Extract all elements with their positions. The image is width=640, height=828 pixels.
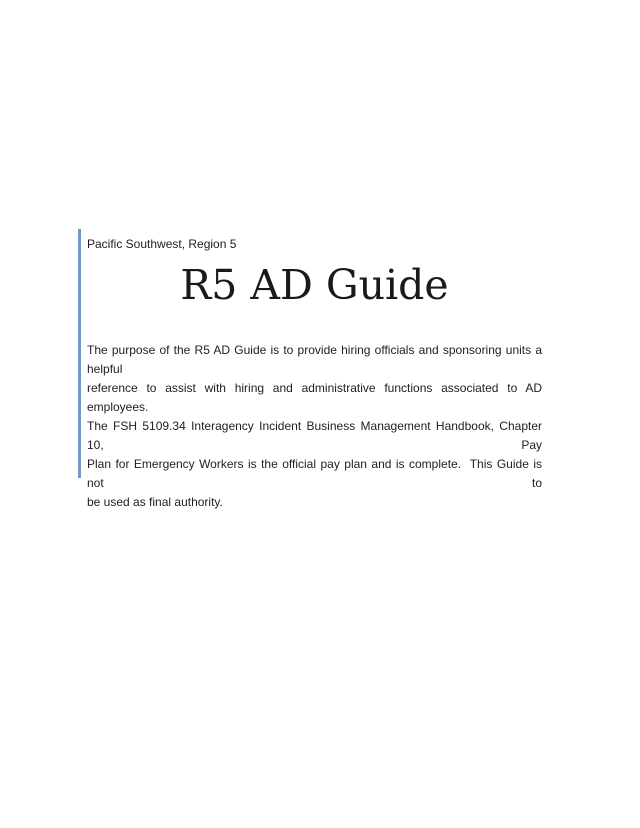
paragraph-line: The purpose of the R5 AD Guide is to provide hiring officials and sponsoring units a helpful [87, 343, 546, 376]
paragraph-line: reference to assist with hiring and administrative functions associated to AD employees. [87, 381, 546, 414]
paragraph-line: Plan for Emergency Workers is the official pay plan and is complete. This Guide is not to [87, 457, 546, 490]
cover-block [78, 229, 546, 509]
purpose-paragraph [87, 341, 546, 512]
region-label: Pacific Southwest, Region 5 [87, 237, 237, 251]
paragraph-line: be used as final authority. [87, 495, 223, 509]
paragraph-line: The FSH 5109.34 Interagency Incident Business Management Handbook, Chapter 10, Pay [87, 419, 546, 452]
document-title: R5 AD Guide [180, 261, 449, 309]
